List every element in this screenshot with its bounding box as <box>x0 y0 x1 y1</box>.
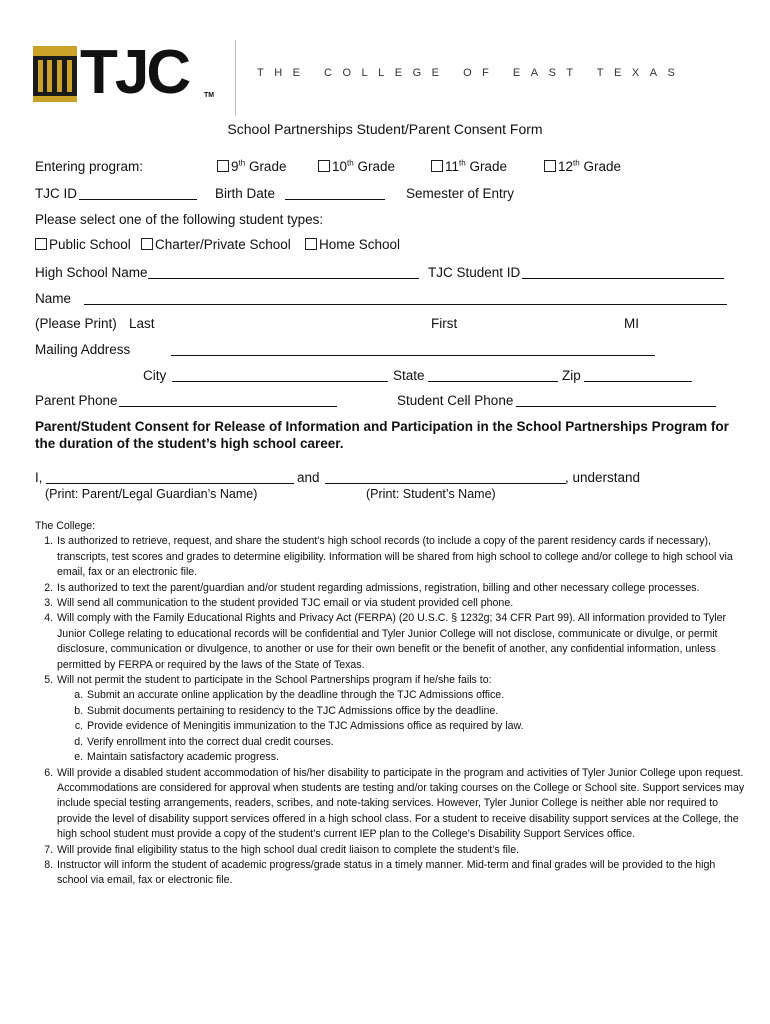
logo-wordmark: TJC <box>80 38 189 107</box>
terms-item: 5. Will not permit the student to participate in the School Partnerships program if he/she fails to: a. Submit an accurate online application by the deadline through the TJC Admissions office. b. Submit documents pertaining to residency to the TJC Admissions office by the deadline. c. Provide evidence of Meningitis immunization to the TJC Admissions office as required by law. d. Verify enrollment into the correct dual credit courses. e. Maintain satisfactory academic progress. <box>56 673 745 765</box>
entering-program-label: Entering program: <box>35 159 144 174</box>
middle-initial-caption: MI <box>624 316 639 331</box>
checkbox-icon[interactable] <box>544 160 556 172</box>
terms-subitem: e. Maintain satisfactory academic progress. <box>86 750 745 765</box>
birth-date-label: Birth Date <box>215 186 276 201</box>
state-field[interactable] <box>428 381 558 382</box>
header-divider <box>235 40 236 116</box>
student-cell-label: Student Cell Phone <box>397 393 514 408</box>
tjc-id-field[interactable] <box>79 199 197 200</box>
zip-label: Zip <box>562 368 581 383</box>
grade-12-option[interactable]: 12th Grade <box>544 158 621 176</box>
tjc-student-id-field[interactable] <box>522 278 724 279</box>
semester-label: Semester of Entry <box>406 186 515 201</box>
public-school-option[interactable]: Public School <box>35 236 131 254</box>
mailing-address-label: Mailing Address <box>35 342 131 357</box>
terms-item: 4. Will comply with the Family Educational Rights and Privacy Act (FERPA) (20 U.S.C. § 1232g; 34 CFR Part 99). All information provided to Tyler Junior College relating to educational records will be confidential and Tyler Junior College will not disclose, communicate or divulge, or permit disclosure, communication or divulgence, to another or use for their own benefit or the benefit of another, any confidential information, unless permitted by FERPA or required by the laws of the State of Texas. <box>56 611 745 673</box>
checkbox-icon[interactable] <box>305 238 317 250</box>
mailing-address-field[interactable] <box>171 355 655 356</box>
student-type-prompt: Please select one of the following student types: <box>35 212 324 227</box>
consent-understand-label: , understand <box>565 470 641 485</box>
parent-name-caption: (Print: Parent/Legal Guardian’s Name) <box>45 487 258 501</box>
student-cell-field[interactable] <box>516 406 716 407</box>
terms-section <box>35 519 745 889</box>
tjc-columns-logo-icon <box>33 46 77 102</box>
charter-private-option[interactable]: Charter/Private School <box>141 236 291 254</box>
city-label: City <box>143 368 167 383</box>
terms-list <box>35 534 745 888</box>
trademark-mark: TM <box>204 92 215 99</box>
terms-item: 7. Will provide final eligibility status to the high school dual credit liaison to complete the student’s file. <box>56 843 745 858</box>
state-label: State <box>393 368 425 383</box>
terms-sublist <box>57 688 745 765</box>
terms-item: 2. Is authorized to text the parent/guardian and/or student regarding admissions, registration, billing and other necessary college processes. <box>56 581 745 596</box>
zip-field[interactable] <box>584 381 692 382</box>
high-school-name-label: High School Name <box>35 265 148 280</box>
tjc-student-id-label: TJC Student ID <box>428 265 521 280</box>
terms-item: 1. Is authorized to retrieve, request, and share the student’s high school records (to include a copy of the parent residency cards if necessary), transcripts, test scores and grades to determine eligibility. Information will be shared from high school to college and/or college to high school via email, fax or an electronic file. <box>56 534 745 580</box>
form-title: School Partnerships Student/Parent Consent Form <box>227 121 543 137</box>
terms-subitem: a. Submit an accurate online application by the deadline through the TJC Admissions office. <box>86 688 745 703</box>
first-name-caption: First <box>431 316 458 331</box>
grade-9-option[interactable]: 9th Grade <box>217 158 286 176</box>
college-tagline: THE COLLEGE OF EAST TEXAS <box>257 67 686 79</box>
checkbox-icon[interactable] <box>141 238 153 250</box>
terms-subitem: d. Verify enrollment into the correct dual credit courses. <box>86 735 745 750</box>
checkbox-icon[interactable] <box>35 238 47 250</box>
birth-date-field[interactable] <box>285 199 385 200</box>
checkbox-icon[interactable] <box>217 160 229 172</box>
consent-and-label: and <box>297 470 320 485</box>
last-name-caption: Last <box>129 316 155 331</box>
parent-phone-label: Parent Phone <box>35 393 118 408</box>
name-field[interactable] <box>84 304 727 305</box>
consent-heading: Parent/Student Consent for Release of Information and Participation in the School Partnerships Program for the duration of the student’s high school career. <box>35 419 729 451</box>
high-school-name-field[interactable] <box>148 278 419 279</box>
terms-item: 8. Instructor will inform the student of academic progress/grade status in a timely manner. Mid-term and final grades will be provided to the high school via email, fax or electronic file. <box>56 858 745 889</box>
terms-intro: The College: <box>35 520 96 532</box>
student-name-field[interactable] <box>325 483 566 484</box>
home-school-option[interactable]: Home School <box>305 236 400 254</box>
checkbox-icon[interactable] <box>318 160 330 172</box>
parent-name-field[interactable] <box>46 483 294 484</box>
name-label: Name <box>35 291 72 306</box>
city-field[interactable] <box>172 381 388 382</box>
terms-subitem: c. Provide evidence of Meningitis immunization to the TJC Admissions office as required by law. <box>86 719 745 734</box>
checkbox-icon[interactable] <box>431 160 443 172</box>
terms-item: 6. Will provide a disabled student accommodation of his/her disability to participate in the program and activities of Tyler Junior College upon request. Accommodations are considered for approval when students are testing and/or taking courses on the College or School site. Support services may include special testing arrangements, readers, scribes, and note-taking services. However, Tyler Junior College is neither able nor required to provide the level of disability support services offered in a high school class. For a student to receive disability support services at the College, the high school student must provide a copy of the student’s current IEP plan to the College’s Disability Support Services office. <box>56 766 745 843</box>
terms-subitem: b. Submit documents pertaining to residency to the TJC Admissions office by the deadline. <box>86 704 745 719</box>
grade-11-option[interactable]: 11th Grade <box>431 158 507 176</box>
tjc-id-label: TJC ID <box>35 186 77 201</box>
consent-i-label: I, <box>35 470 43 485</box>
terms-item: 3. Will send all communication to the student provided TJC email or via student provided cell phone. <box>56 596 745 611</box>
grade-10-option[interactable]: 10th Grade <box>318 158 395 176</box>
please-print-label: (Please Print) <box>35 316 117 331</box>
parent-phone-field[interactable] <box>119 406 337 407</box>
student-name-caption: (Print: Student’s Name) <box>366 487 496 501</box>
